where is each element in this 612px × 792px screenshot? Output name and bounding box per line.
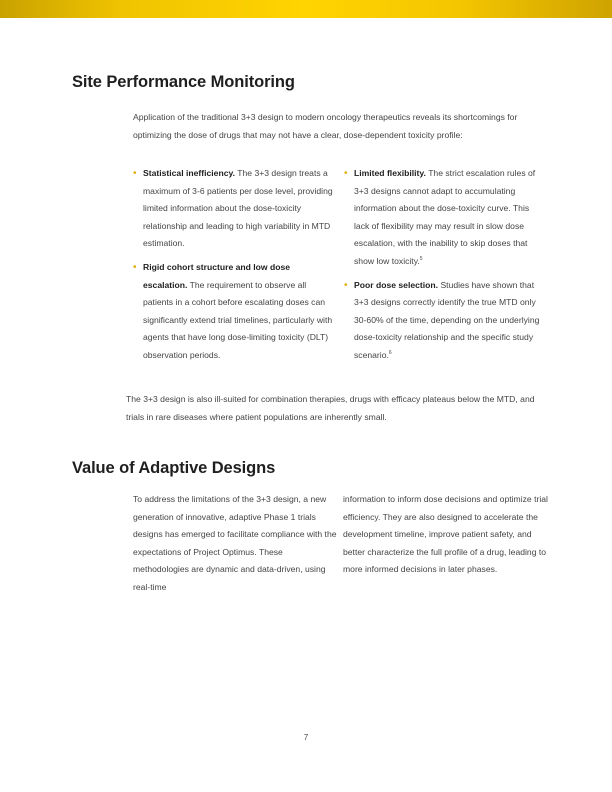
bullet-item — [133, 165, 333, 253]
bullet-text: Studies have shown that 3+3 designs correctly identify the true MTD only 30-60% of the time, depending on the underlying dose-toxicity relationship and the specific study scenario. — [354, 279, 540, 360]
bullet-column-right — [344, 165, 546, 371]
adaptive-column-left: To address the limitations of the 3+3 design, a new generation of innovative, adaptive Phase 1 trials designs has emerged to facilitate compliance with the expectations of Project Optimus. These methodologies are dynamic and data-driven, using real-time — [133, 494, 337, 592]
closing-paragraph: The 3+3 design is also ill-suited for combination therapies, drugs with efficacy plateaus below the MTD, and trials in rare diseases where patient populations are inherently small. — [126, 394, 535, 422]
adaptive-column-right: information to inform dose decisions and optimize trial efficiency. They are also designed to accelerate the development timeline, improve patient safety, and better characterize the full profile of a drug, leading to more informed decisions in later phases. — [343, 494, 548, 575]
bullet-text: The strict escalation rules of 3+3 designs cannot adapt to accumulating information about the dose-toxicity curve. This lack of flexibility may may result in slow dose escalation, with the inability to skip doses that show low toxicity. — [354, 168, 536, 266]
bullet-dot-icon: • — [344, 168, 348, 179]
intro-paragraph: Application of the traditional 3+3 design to modern oncology therapeutics reveals its shortcomings for optimizing the dose of drugs that may not have a clear, dose-dependent toxicity profile: — [133, 112, 518, 140]
footnote-ref: 6 — [388, 350, 392, 357]
bullet-item — [133, 259, 333, 365]
header-accent-band — [0, 0, 612, 18]
section-heading-adaptive-designs: Value of Adaptive Designs — [72, 459, 276, 477]
bullet-title: Poor dose selection. — [354, 279, 439, 290]
bullet-item — [344, 277, 546, 365]
bullet-dot-icon: • — [133, 261, 137, 273]
bullet-dot-icon: • — [133, 168, 137, 179]
footnote-ref: 5 — [419, 256, 423, 263]
bullet-text: The requirement to observe all patients in a cohort before escalating doses can significantly extend trial timelines, particularly with agents that have long dose-limiting toxicity (DLT) observation periods. — [143, 279, 333, 360]
bullet-column-left — [133, 165, 333, 371]
bullet-title: Statistical inefficiency. — [143, 168, 236, 178]
section-heading-site-performance: Site Performance Monitoring — [72, 73, 295, 91]
bullet-title: Rigid cohort structure and low dose escalation. — [143, 261, 291, 290]
bullet-dot-icon: • — [344, 279, 348, 291]
bullet-text: The 3+3 design treats a maximum of 3-6 patients per dose level, providing limited information about the dose-toxicity relationship and leading to high variability in MTD estimation. — [143, 168, 333, 249]
bullet-title: Limited flexibility. — [354, 168, 426, 178]
page-number: 7 — [303, 733, 309, 742]
bullet-item — [344, 165, 546, 271]
